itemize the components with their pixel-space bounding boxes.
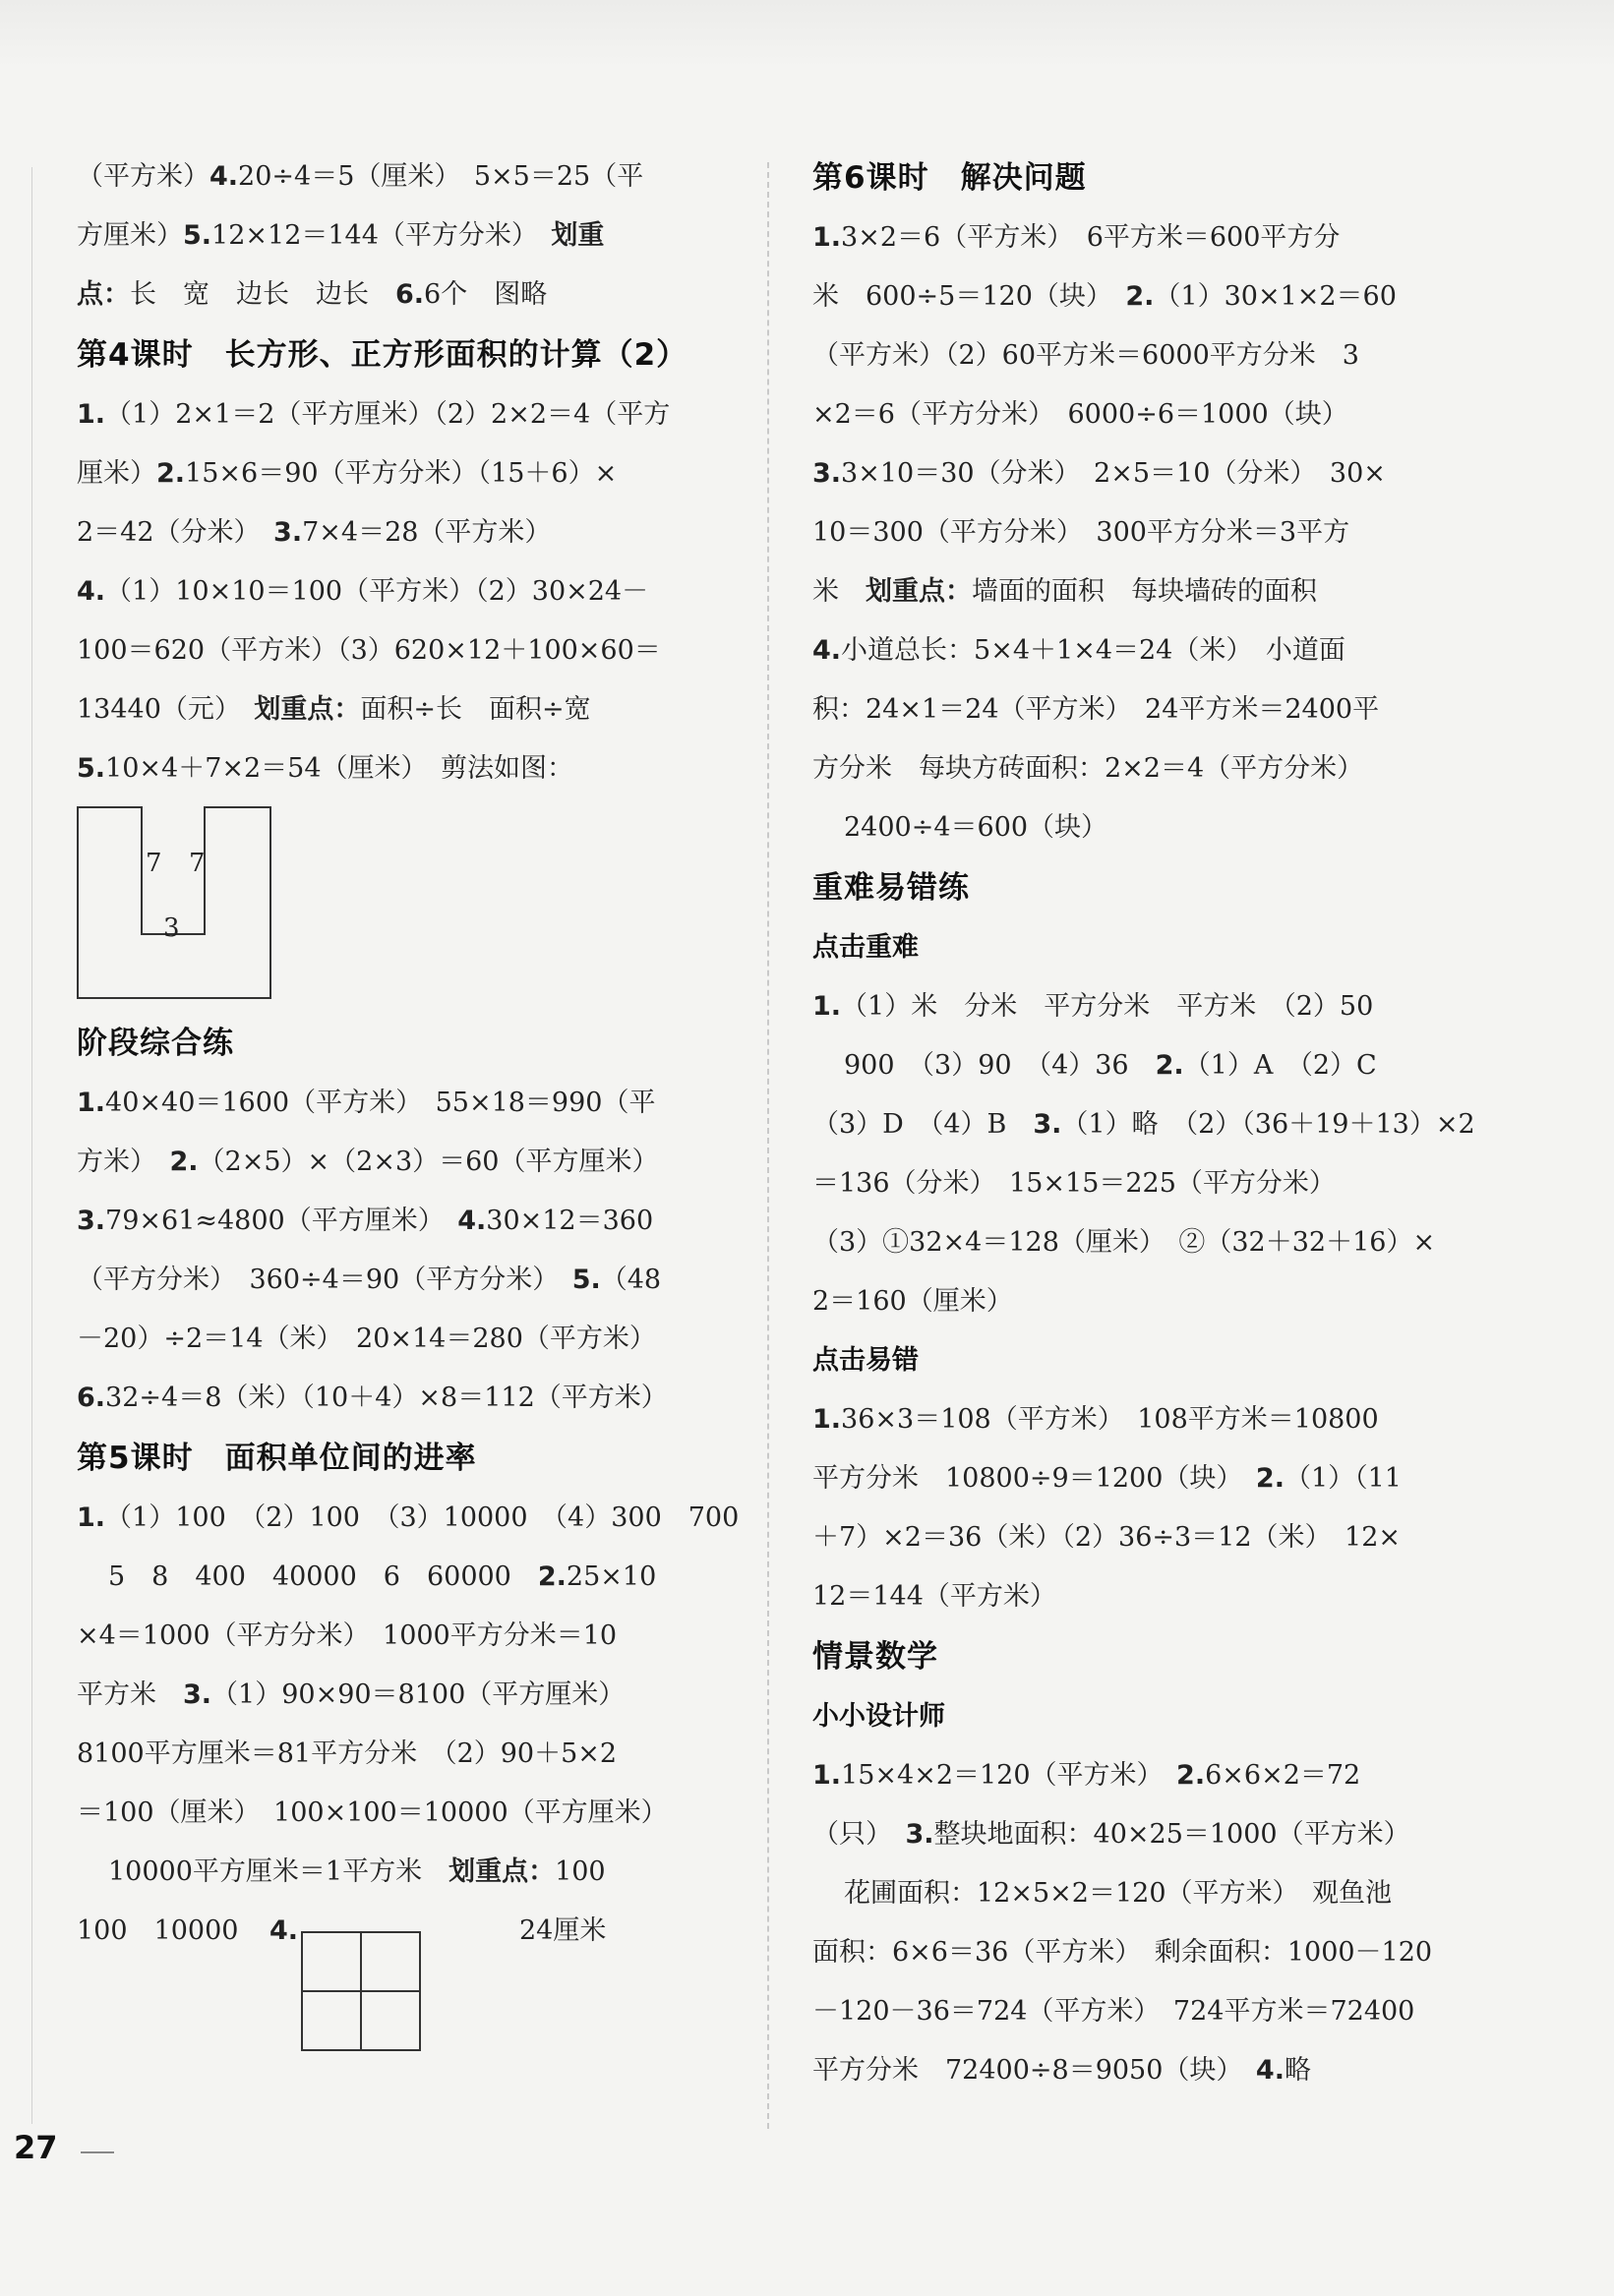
item-number: 5. bbox=[571, 1265, 601, 1295]
answer-line: 方米） 2.（2×5）×（2×3）＝60（平方厘米） bbox=[77, 1147, 659, 1177]
answer-line: 厘米）2.15×6＝90（平方分米）（15＋6）× bbox=[77, 458, 618, 489]
answer-line: （3）D （4）B 3.（1）略 （2）（36＋19＋13）×2 bbox=[812, 1109, 1475, 1140]
answer-line: ×4＝1000（平方分米） 1000平方分米＝10 bbox=[77, 1620, 618, 1651]
answer-line: 10000平方厘米＝1平方米 划重点：100 bbox=[108, 1856, 606, 1887]
answer-line: 米 划重点：墙面的面积 每块墙砖的面积 bbox=[812, 576, 1317, 607]
column-divider bbox=[767, 162, 769, 2129]
left-column bbox=[77, 147, 755, 1961]
answer-line: 1.（1）2×1＝2（平方厘米）（2）2×2＝4（平方 bbox=[77, 399, 671, 430]
item-number: 4. bbox=[1255, 2055, 1285, 2086]
answer-line: 2＝160（厘米） bbox=[812, 1286, 1013, 1317]
subsection-heading: 点击易错 bbox=[812, 1345, 919, 1376]
answer-line: 3.3×10＝30（分米） 2×5＝10（分米） 30× bbox=[812, 458, 1386, 489]
item-number: 1. bbox=[812, 991, 842, 1022]
answer-line: 平方米 3.（1）90×90＝8100（平方厘米） bbox=[77, 1679, 626, 1710]
item-number: 4. bbox=[812, 635, 842, 666]
answer-line: 平方分米 10800÷9＝1200（块） 2.（1）（11 bbox=[812, 1463, 1402, 1494]
item-number: 5. bbox=[77, 753, 106, 784]
item-number: 2. bbox=[169, 1147, 199, 1177]
item-number: 4. bbox=[269, 1915, 299, 1946]
answer-line: 8100平方厘米＝81平方分米 （2）90＋5×2 bbox=[77, 1738, 618, 1769]
answer-line: 2＝42（分米） 3.7×4＝28（平方米） bbox=[77, 517, 552, 548]
item-number: 2. bbox=[1125, 281, 1155, 312]
item-number: 3. bbox=[183, 1679, 212, 1710]
answer-line: ＋7）×2＝36（米）（2）36÷3＝12（米） 12× bbox=[812, 1522, 1402, 1553]
item-number: 1. bbox=[812, 1760, 842, 1791]
key-point-label: 点： bbox=[77, 279, 130, 310]
page-number: 27 bbox=[14, 2129, 58, 2166]
answer-line: 100＝620（平方米）（3）620×12＋100×60＝ bbox=[77, 635, 661, 666]
answer-line: 1.（1）100 （2）100 （3）10000 （4）300 700 bbox=[77, 1502, 740, 1533]
answer-line: 1.40×40＝1600（平方米） 55×18＝990（平 bbox=[77, 1088, 656, 1118]
answer-line: 5.10×4＋7×2＝54（厘米） 剪法如图： bbox=[77, 753, 574, 784]
answer-line: 平方分米 72400÷8＝9050（块） 4.略 bbox=[812, 2055, 1311, 2086]
lesson-heading: 第4课时 长方形、正方形面积的计算（2） bbox=[77, 337, 688, 373]
answer-line: 10＝300（平方分米） 300平方分米＝3平方 bbox=[812, 517, 1350, 548]
answer-line: 900 （3）90 （4）36 2.（1）A （2）C bbox=[844, 1050, 1377, 1081]
item-number: 3. bbox=[905, 1819, 934, 1850]
item-number: 1. bbox=[77, 399, 106, 430]
margin-line bbox=[31, 167, 32, 2124]
cut-shape-figure bbox=[77, 806, 755, 1013]
answer-line: 4.小道总长：5×4＋1×4＝24（米） 小道面 bbox=[812, 635, 1345, 666]
answer-line: 花圃面积：12×5×2＝120（平方米） 观鱼池 bbox=[844, 1878, 1392, 1909]
key-point-label: 划重点： bbox=[448, 1856, 556, 1887]
lesson-heading: 第6课时 解决问题 bbox=[812, 160, 1087, 196]
answer-line: （平方米）4.20÷4＝5（厘米） 5×5＝25（平 bbox=[77, 161, 644, 192]
square-grid-figure bbox=[301, 1931, 423, 2053]
answer-line: （平方米）（2）60平方米＝6000平方分米 3 bbox=[812, 340, 1359, 371]
item-number: 4. bbox=[209, 161, 239, 192]
answer-line: ×2＝6（平方分米） 6000÷6＝1000（块） bbox=[812, 399, 1348, 430]
answer-line: 4.（1）10×10＝100（平方米）（2）30×24－ bbox=[77, 576, 649, 607]
section-heading: 情景数学 bbox=[812, 1639, 938, 1675]
answer-line: ＝136（分米） 15×15＝225（平方分米） bbox=[812, 1168, 1336, 1199]
answer-line: －120－36＝724（平方米） 724平方米＝72400 bbox=[812, 1996, 1415, 2027]
section-heading: 重难易错练 bbox=[812, 870, 970, 906]
answer-line: 3.79×61≈4800（平方厘米） 4.30×12＝360 bbox=[77, 1206, 654, 1236]
subsection-heading: 点击重难 bbox=[812, 932, 919, 963]
answer-line: 100 10000 4. 24厘米 bbox=[77, 1902, 755, 1961]
answer-line: 1.（1）米 分米 平方分米 平方米 （2）50 bbox=[812, 991, 1374, 1022]
subsection-heading: 小小设计师 bbox=[812, 1701, 945, 1732]
item-number: 1. bbox=[812, 222, 842, 253]
page-number-dash bbox=[81, 2151, 114, 2153]
key-point-label: 划重点： bbox=[254, 694, 361, 725]
answer-line: 方厘米）5.12×12＝144（平方分米） 划重 bbox=[77, 220, 605, 251]
answer-line: 13440（元） 划重点：面积÷长 面积÷宽 bbox=[77, 694, 591, 725]
key-point-label: 划重 bbox=[551, 220, 605, 251]
item-number: 1. bbox=[812, 1404, 842, 1435]
item-number: 2. bbox=[1255, 1463, 1285, 1494]
top-band bbox=[0, 0, 1614, 69]
answer-line: 1.15×4×2＝120（平方米） 2.6×6×2＝72 bbox=[812, 1760, 1361, 1791]
item-number: 5. bbox=[183, 220, 212, 251]
dimension-label: 7 bbox=[189, 849, 206, 878]
answer-line: （3）①32×4＝128（厘米） ②（32＋32＋16）× bbox=[812, 1227, 1436, 1258]
item-number: 3. bbox=[812, 458, 842, 489]
dimension-label: 7 bbox=[146, 849, 162, 878]
lesson-heading: 第5课时 面积单位间的进率 bbox=[77, 1441, 477, 1476]
answer-line: 积：24×1＝24（平方米） 24平方米＝2400平 bbox=[812, 694, 1380, 725]
answer-line: －20）÷2＝14（米） 20×14＝280（平方米） bbox=[77, 1324, 656, 1354]
answer-line: （平方分米） 360÷4＝90（平方分米） 5.（48 bbox=[77, 1265, 662, 1295]
dimension-label: 3 bbox=[163, 913, 180, 943]
section-heading: 阶段综合练 bbox=[77, 1026, 234, 1061]
answer-line: 方分米 每块方砖面积：2×2＝4（平方分米） bbox=[812, 753, 1364, 784]
item-number: 2. bbox=[1155, 1050, 1184, 1081]
answer-line: 1.36×3＝108（平方米） 108平方米＝10800 bbox=[812, 1404, 1379, 1435]
item-number: 4. bbox=[77, 576, 106, 607]
item-number: 6. bbox=[77, 1383, 106, 1413]
answer-line: ＝100（厘米） 100×100＝10000（平方厘米） bbox=[77, 1797, 668, 1828]
answer-line: 6.32÷4＝8（米）（10＋4）×8＝112（平方米） bbox=[77, 1383, 668, 1413]
answer-line: 点：长 宽 边长 边长 6.6个 图略 bbox=[77, 279, 548, 310]
item-number: 2. bbox=[156, 458, 186, 489]
item-number: 1. bbox=[77, 1502, 106, 1533]
item-number: 3. bbox=[273, 517, 303, 548]
answer-line: 米 600÷5＝120（块） 2.（1）30×1×2＝60 bbox=[812, 281, 1397, 312]
answer-line: 2400÷4＝600（块） bbox=[844, 812, 1108, 843]
item-number: 2. bbox=[537, 1561, 567, 1592]
answer-line: （只） 3.整块地面积：40×25＝1000（平方米） bbox=[812, 1819, 1410, 1850]
key-point-label: 划重点： bbox=[866, 576, 972, 607]
answer-line: 5 8 400 40000 6 60000 2.25×10 bbox=[108, 1561, 657, 1592]
right-column bbox=[812, 147, 1491, 2100]
answer-line: 1.3×2＝6（平方米） 6平方米＝600平方分 bbox=[812, 222, 1341, 253]
item-number: 2. bbox=[1176, 1760, 1206, 1791]
answer-line: 12＝144（平方米） bbox=[812, 1581, 1056, 1612]
answer-line: 面积：6×6＝36（平方米） 剩余面积：1000－120 bbox=[812, 1937, 1433, 1968]
item-number: 3. bbox=[1033, 1109, 1062, 1140]
item-number: 4. bbox=[457, 1206, 487, 1236]
item-number: 3. bbox=[77, 1206, 106, 1236]
item-number: 1. bbox=[77, 1088, 106, 1118]
item-number: 6. bbox=[395, 279, 425, 310]
